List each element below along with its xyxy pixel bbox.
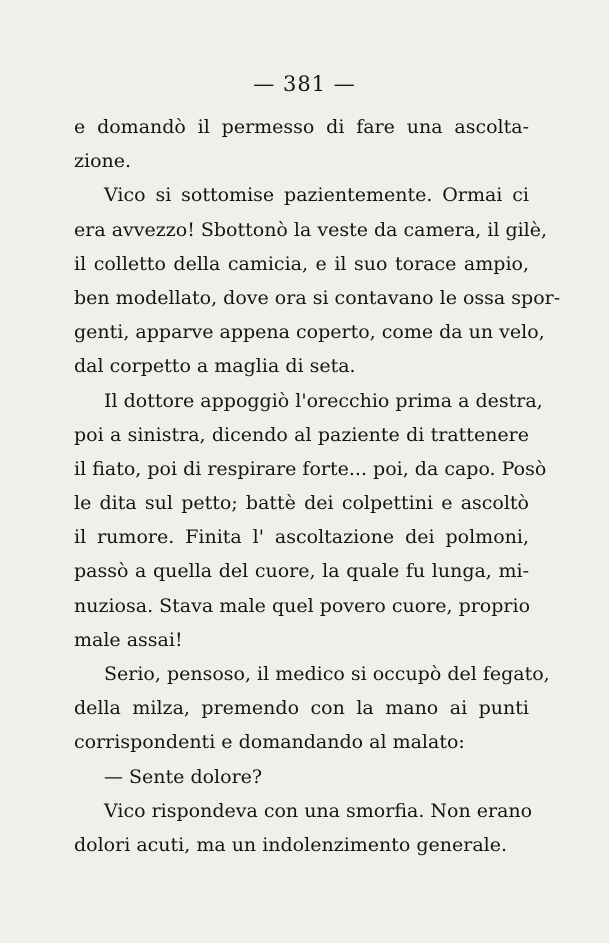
text-line: genti, apparve appena coperto, come da un velo, [74, 321, 545, 344]
text-line: dal corpetto a maglia di seta. [74, 355, 356, 378]
text-line: era avvezzo! Sbottonò la veste da camera, il gilè, [74, 218, 548, 241]
text-line: ben modellato, dove ora si contavano le ossa spor- [74, 286, 561, 309]
text-line: e domandò il permesso di fare una ascolta- [74, 116, 529, 138]
text-line: Vico rispondeva con una smorfia. Non erano [104, 799, 533, 822]
text-line: Vico si sottomise pazientemente. Ormai ci [104, 184, 529, 207]
text-line: passò a quella del cuore, la quale fu lunga, mi- [74, 560, 529, 583]
text-line: dolori acuti, ma un indolenzimento generale. [74, 833, 508, 856]
text-line: nuziosa. Stava male quel povero cuore, proprio [74, 594, 531, 617]
text-line: il fiato, poi di respirare forte... poi, da capo. Posò [74, 457, 547, 480]
body-text [74, 110, 561, 862]
text-line: Il dottore appoggiò l'orecchio prima a destra, [104, 389, 543, 412]
text-line: corrispondenti e domandando al malato: [74, 731, 465, 754]
text-line: il rumore. Finita l' ascoltazione dei polmoni, [74, 526, 529, 549]
text-line: le dita sul petto; battè dei colpettini e ascoltò [74, 492, 529, 515]
page-number: — 381 — [253, 72, 356, 96]
text-line: della milza, premendo con la mano ai punti [74, 697, 529, 720]
text-line: il colletto della camicia, e il suo torace ampio, [74, 252, 529, 275]
text-line: — Sente dolore? [104, 765, 263, 788]
text-line: poi a sinistra, dicendo al paziente di trattenere [74, 423, 529, 446]
text-line: Serio, pensoso, il medico si occupò del fegato, [104, 663, 550, 685]
text-line: zione. [74, 150, 132, 173]
text-line: male assai! [74, 628, 183, 651]
